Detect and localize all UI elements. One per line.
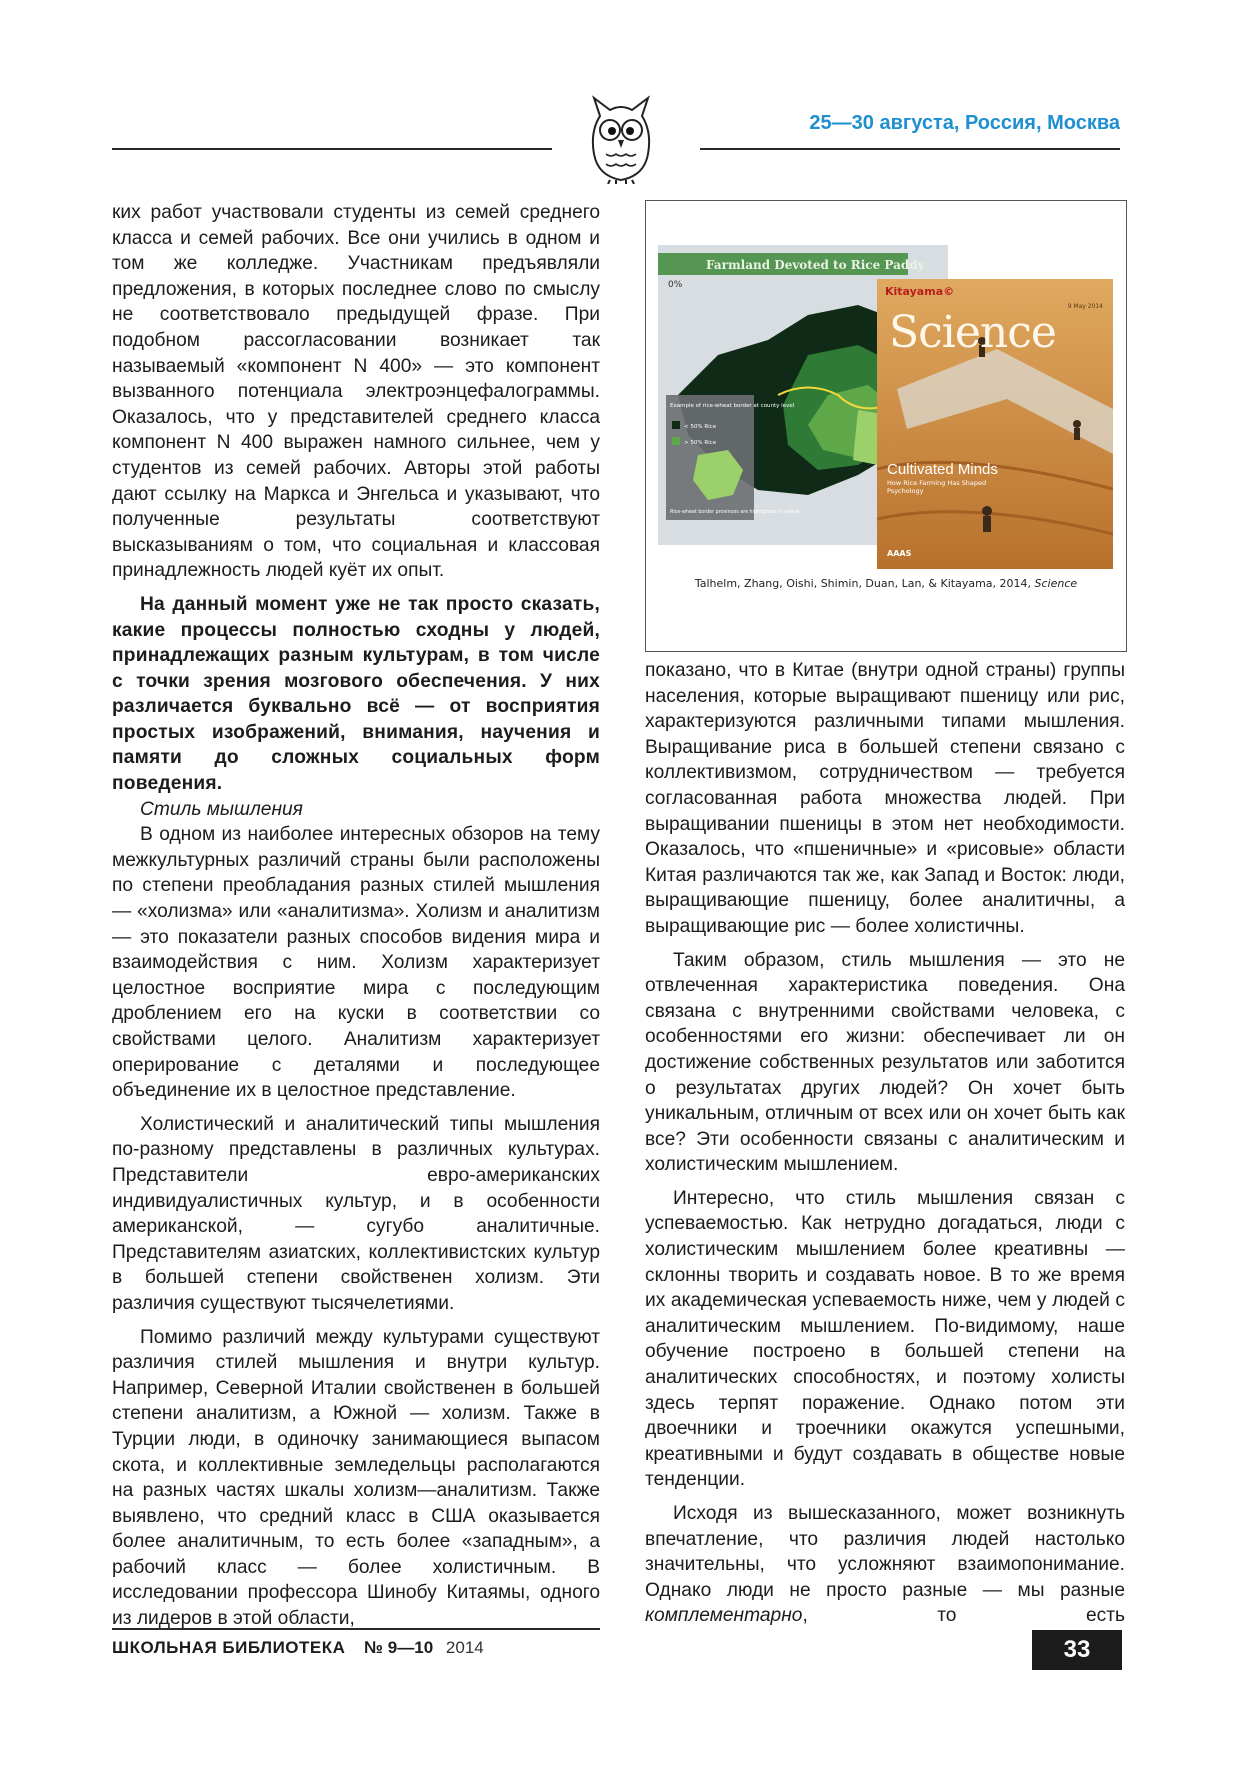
paragraph bbox=[645, 1501, 1125, 1629]
cover-date: 9 May 2014 bbox=[1067, 303, 1103, 310]
paragraph: Помимо различий между культурами существуют различия стилей мышления и внутри культур. Например, Северной Италии свойственен в большей степени аналитизм, а Южной — холизм. Также в Турции люди, в одиночку занимающиеся выпасом скота, и коллективные земледельцы располагаются на разных частях шкалы холизм—аналитизм. Также выявлено, что средний класс в США оказывается более аналитичным, то есть более «западным», а рабочий класс — более холистичным. В исследовании профессора Шинобу Китаямы, одного из лидеров в этой области, bbox=[112, 1326, 600, 1630]
header-rule-left bbox=[112, 148, 552, 150]
header-rule-right bbox=[700, 148, 1120, 150]
right-column bbox=[645, 658, 1125, 1629]
map-title: Farmland Devoted to Rice Paddy bbox=[706, 258, 925, 272]
figure-credit bbox=[646, 577, 1126, 590]
cover-credit: Kitayama© bbox=[885, 285, 955, 298]
paragraph-tail: , то есть bbox=[802, 1605, 1125, 1627]
section-subheading: Стиль мышления bbox=[140, 798, 303, 820]
emphasis-term: комплементарно bbox=[645, 1605, 803, 1627]
issue-year: 2014 bbox=[445, 1638, 484, 1657]
cover-masthead: Science bbox=[889, 307, 1056, 358]
cover-subheadline: How Rice Farming Has Shaped Psychology bbox=[887, 479, 987, 495]
legend-item-2: > 50% Rice bbox=[684, 440, 717, 446]
paragraph-text: Исходя из вышесказанного, может возникнуть впечатление, что различия людей настолько значительны, что усложняют взаимопонимание. Однако люди не просто разные — мы разные bbox=[645, 1503, 1125, 1601]
paragraph: Интересно, что стиль мышления связан с успеваемостью. Как нетрудно догадаться, люди с холистическим мышлением более креативны — склонны творить и создавать новое. В то же время их академическая успеваемость ниже, чем у людей с аналитическим мышлением. По-видимому, наше обучение построено в большей степени на аналитических способностях, и поэтому холисты здесь терпят поражение. Однако потом эти двоечники и троечники окажутся успешными, креативными и будут создавать в обществе новые тенденции. bbox=[645, 1187, 1125, 1491]
cover-headline: Cultivated Minds bbox=[887, 461, 998, 478]
credit-authors: Talhelm, Zhang, Oishi, Shimin, Duan, Lan, & Kitayama, 2014, bbox=[694, 577, 1032, 590]
paragraph: ких работ участвовали студенты из семей среднего класса и семей рабочих. Все они учились в одном и том же колледже. Участникам предъявляли предложения, в которых последнее слово по смыслу не соответствовало предыдущей фразе. При подобном рассогласовании возникает так называемый «компонент N 400» — это компонент вызванного потенциала электроэнцефалограммы. Оказалось, что у представителей среднего класса компонент N 400 выражен намного сильнее, чем у студентов из семей рабочих. Авторы этой работы дают ссылку на Маркса и Энгельса и указывают, что полученные результаты соответствуют высказываниям о том, что социальная и классовая принадлежность людей куёт их опыт. bbox=[112, 202, 600, 582]
owl-logo-icon bbox=[586, 94, 656, 184]
paragraph: показано, что в Китае (внутри одной страны) группы населения, которые выращивают пшеницу или рис, характеризуются различными типами мышления. Выращивание риса в большей степени связано с коллективизмом, сотрудничеством — требуется согласованная работа множества людей. При выращивании пшеницы в этом нет необходимости. Оказалось, что «пшеничные» и «рисовые» области Китая различаются так же, как Запад и Восток: люди, выращивающие пшеницу, более аналитичны, а выращивающие рис — более холистичны. bbox=[645, 660, 1125, 937]
figure-science-cover bbox=[645, 200, 1127, 652]
footer-rule bbox=[112, 1628, 600, 1630]
header-event-date: 25—30 августа, Россия, Москва bbox=[809, 112, 1120, 134]
bold-lead-paragraph: На данный момент уже не так просто сказать, какие процессы полностью сходны у людей, принадлежащих разным культурам, в том числе с точки зрения мозгового обеспечения. У них различается буквально всё — от восприятия простых изображений, внимания, научения и памяти до сложных социальных форм поведения. bbox=[112, 593, 600, 795]
legend-item-1: < 50% Rice bbox=[684, 424, 717, 430]
map-zero-label: 0% bbox=[668, 280, 683, 290]
left-column bbox=[112, 200, 600, 1632]
cover-publisher: AAAS bbox=[887, 549, 912, 558]
credit-journal: Science bbox=[1034, 577, 1078, 590]
footer-magazine-info bbox=[112, 1638, 484, 1658]
page-number: 33 bbox=[1032, 1630, 1122, 1670]
legend-title: Example of rice-wheat border at county level bbox=[670, 403, 795, 409]
issue-number: № 9—10 bbox=[364, 1638, 434, 1657]
paragraph: Холистический и аналитический типы мышления по-разному представлены в различных культурах. Представители евро-американских индивидуалистичных культур, и в особенности американской, — сугубо аналитичные. Представителям азиатских, коллективистских культур в большей степени свойственен холизм. Эти различия существуют тысячелетиями. bbox=[112, 1113, 600, 1314]
paragraph: В одном из наиболее интересных обзоров на тему межкультурных различий страны были расположены по степени преобладания разных стилей мышления — «холизма» или «аналитизма». Холизм и аналитизм — это показатели разных способов видения мира и взаимодействия с ним. Холизм характеризует целостное восприятие мира с последующим дроблением его на куски в соответствии со свойствами целого. Аналитизм характеризует оперирование с деталями и последующее объединение их в целостное представление. bbox=[112, 824, 600, 1102]
legend-note: Rice-wheat border provinces are highlighted in yellow bbox=[670, 510, 800, 515]
science-magazine-cover bbox=[877, 279, 1113, 569]
paragraph: Таким образом, стиль мышления — это не отвлеченная характеристика поведения. Она связана с внутренними свойствами человека, с особенностями его жизни: обеспечивает ли он достижение собственных результатов или заботится о результатах других людей? Он хочет быть уникальным, отличным от всех или он хочет быть как все? Эти особенности связаны с аналитическим и холистическим мышлением. bbox=[645, 949, 1125, 1176]
magazine-name: ШКОЛЬНАЯ БИБЛИОТЕКА bbox=[112, 1638, 346, 1657]
